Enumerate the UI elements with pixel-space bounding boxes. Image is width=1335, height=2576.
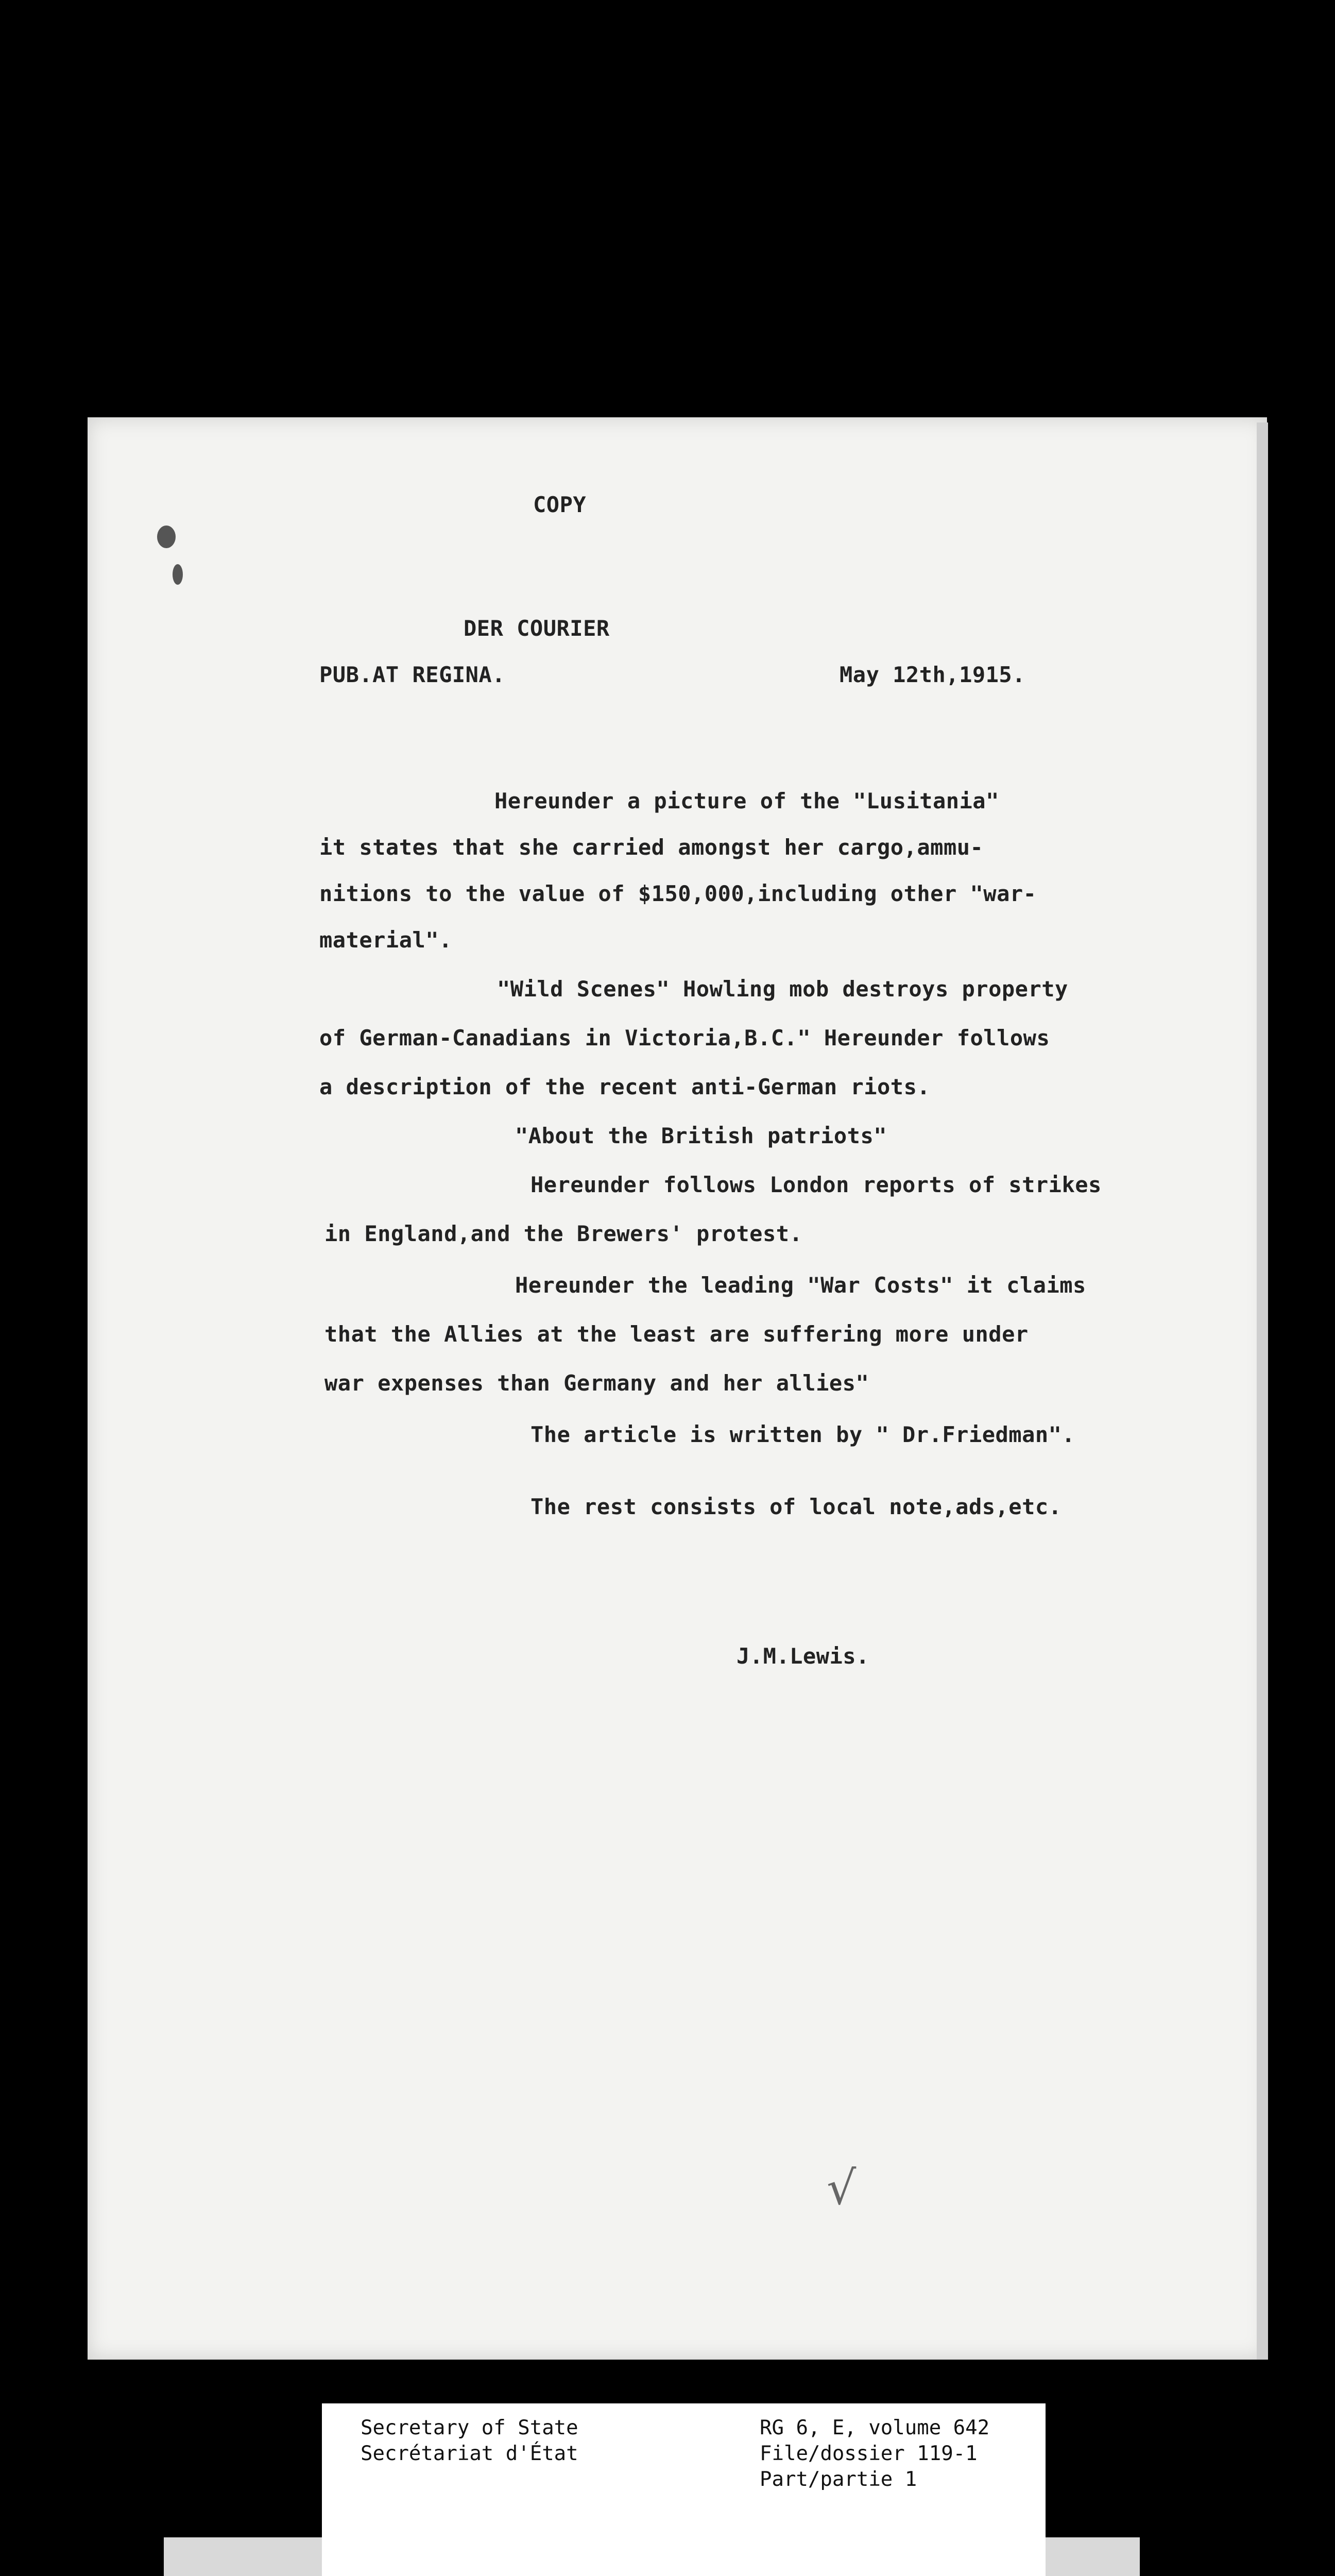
body-line: Hereunder the leading "War Costs" it claims bbox=[515, 1273, 1086, 1298]
body-line: "Wild Scenes" Howling mob destroys property bbox=[497, 976, 1068, 1002]
punch-hole-top bbox=[157, 526, 176, 548]
body-line: "About the British patriots" bbox=[515, 1123, 887, 1148]
body-line: Hereunder follows London reports of strikes bbox=[530, 1172, 1102, 1197]
body-line: Hereunder a picture of the "Lusitania" bbox=[494, 788, 999, 814]
copy-label: COPY bbox=[533, 492, 587, 517]
signature: J.M.Lewis. bbox=[737, 1643, 869, 1669]
body-line: The rest consists of local note,ads,etc. bbox=[530, 1494, 1062, 1519]
body-line: The article is written by " Dr.Friedman". bbox=[530, 1422, 1075, 1447]
page-edge bbox=[1257, 422, 1268, 2360]
document-heading: DER COURIER bbox=[464, 616, 610, 641]
label-file: File/dossier 119-1 bbox=[760, 2442, 978, 2465]
body-line: material". bbox=[319, 927, 452, 953]
document-date: May 12th,1915. bbox=[840, 662, 1026, 687]
label-dept-en: Secretary of State bbox=[361, 2416, 578, 2439]
body-line: of German-Canadians in Victoria,B.C." Hereunder follows bbox=[319, 1025, 1050, 1050]
body-line: it states that she carried amongst her cargo,ammu- bbox=[319, 835, 984, 860]
body-line: in England,and the Brewers' protest. bbox=[324, 1221, 803, 1246]
check-mark-icon: √ bbox=[827, 2161, 857, 2215]
label-dept-fr: Secrétariat d'État bbox=[361, 2442, 578, 2465]
label-part: Part/partie 1 bbox=[760, 2468, 917, 2491]
body-line: nitions to the value of $150,000,including other "war- bbox=[319, 881, 1037, 906]
label-record-group: RG 6, E, volume 642 bbox=[760, 2416, 990, 2439]
publisher-line: PUB.AT REGINA. bbox=[319, 662, 506, 687]
punch-hole-bottom bbox=[173, 564, 183, 585]
body-line: that the Allies at the least are suffering more under bbox=[324, 1321, 1029, 1347]
body-line: a description of the recent anti-German riots. bbox=[319, 1074, 931, 1099]
body-line: war expenses than Germany and her allies" bbox=[324, 1370, 869, 1396]
